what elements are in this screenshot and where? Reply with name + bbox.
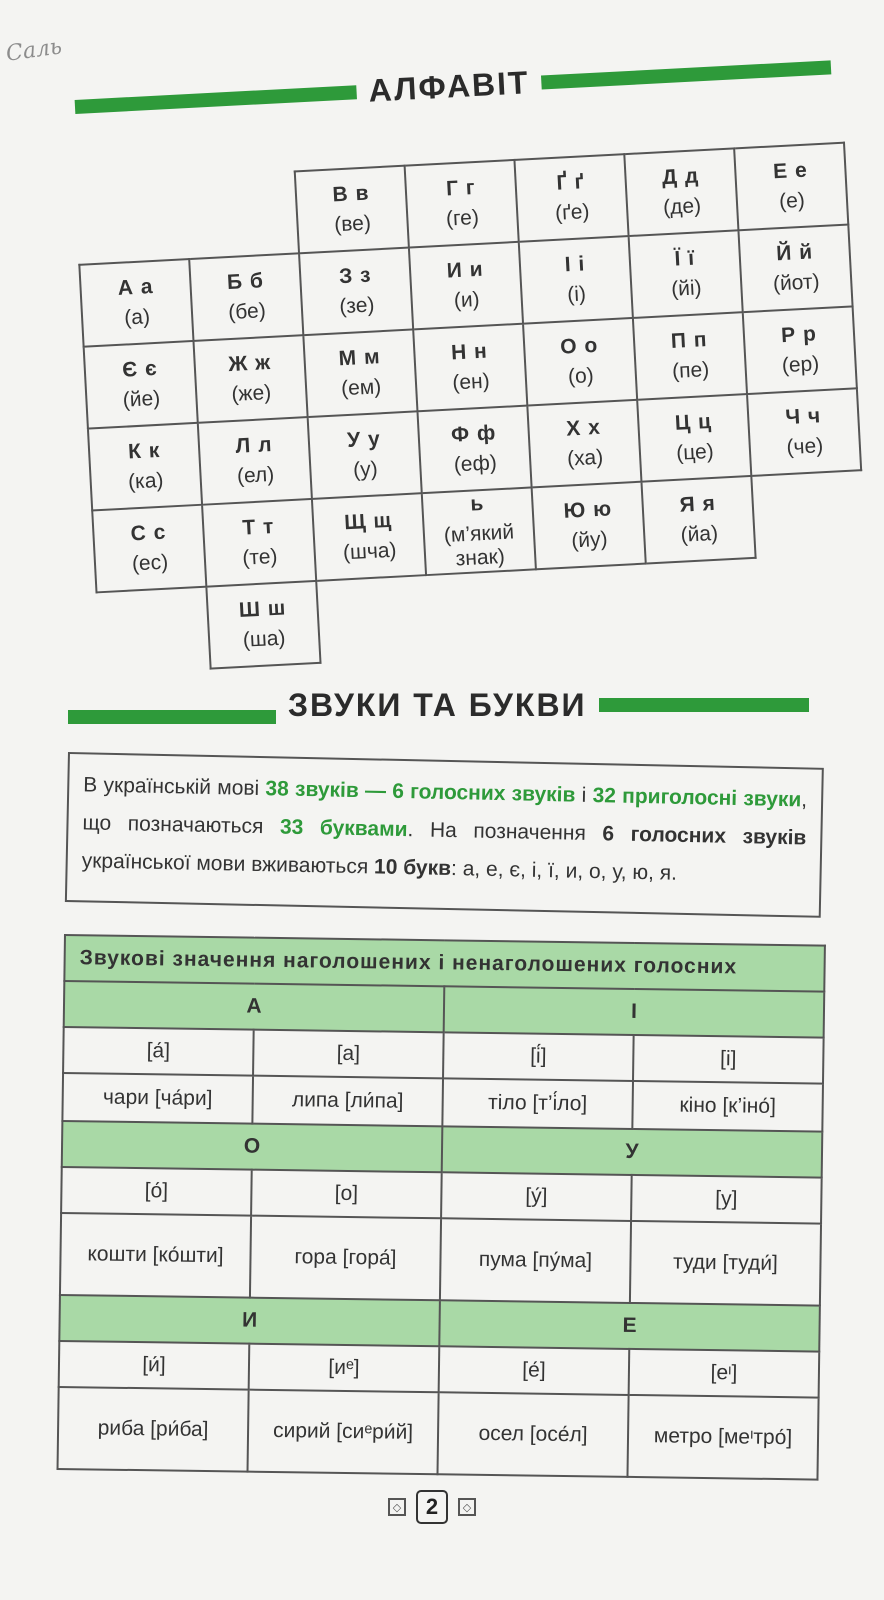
alphabet-cell [308,411,422,499]
vowel-sound: [у́] [441,1172,632,1221]
vowel-example: тіло [т’і́ло] [442,1078,633,1129]
heading-bar-left [75,85,357,114]
alphabet-cell [189,253,303,341]
letter-name: (йот) [772,270,821,296]
vowel-example: гора [гора́] [250,1216,441,1301]
alphabet-cell [198,417,312,505]
alphabet-cell [79,259,193,347]
alphabet-cell [756,552,870,640]
vowel-sound: [у] [631,1175,822,1224]
letter-pair: Щ щ [343,508,393,535]
vowels-table-wrap [57,934,826,1481]
vowel-sound: [иᵉ] [249,1344,440,1393]
heading-bar-left [68,710,276,724]
vowel-sound: [е́] [439,1346,630,1395]
info-highlight: 38 звуків — 6 голосних звуків [265,777,576,807]
alphabet-cell [413,324,527,412]
letter-name: (і) [566,282,587,307]
letter-pair: ь [469,491,485,516]
vowel-sound: [і́] [443,1032,634,1081]
vowel-sound: [о] [251,1170,442,1219]
vowel-letter: А [64,981,445,1032]
info-bold: 10 букв [373,855,452,881]
letter-name: (ґе) [554,200,591,225]
page-number-value: 2 [416,1490,448,1524]
letter-name: (еф) [453,451,498,477]
info-bold: 6 голосних звуків [602,822,807,850]
letter-name: (бе) [227,299,267,325]
letter-name: (зе) [338,293,375,319]
letter-name: (це) [675,439,715,465]
letter-pair: Ж ж [227,350,272,377]
alphabet-cell [206,581,320,669]
alphabet-cell [409,242,523,330]
letter-pair: Я я [679,491,717,517]
letter-name: (ве) [333,211,372,237]
vowel-examples-row [60,1213,821,1306]
alphabet-cell [527,400,641,488]
letter-name: (о) [567,364,595,389]
vowel-example: осел [осе́л] [437,1392,628,1477]
letter-name: (йа) [680,521,719,547]
diamond-icon: ◇ [388,1498,406,1516]
vowel-sound: [о́] [61,1167,252,1216]
vowel-example: кіно [к’іно́] [632,1081,823,1132]
alphabet-cell [637,394,751,482]
info-text: В українській мові [83,773,266,801]
alphabet-cell [422,487,536,575]
letter-pair: Т т [241,515,275,540]
vowel-examples-row [58,1387,819,1480]
letter-name: (шча) [342,538,398,565]
letter-name: (йе) [122,386,161,412]
letter-pair: Ц ц [674,409,713,435]
letter-name: (йі) [670,276,703,301]
letter-pair: Д д [661,164,700,190]
sounds-title: ЗВУКИ ТА БУКВИ [288,686,587,723]
letter-name: (и) [453,287,481,313]
alphabet-cell [624,148,738,236]
alphabet-cell [734,143,848,231]
letter-name: (де) [662,194,702,220]
letter-pair: Ч ч [784,404,822,430]
alphabet-cell [185,171,299,259]
letter-name: (те) [241,544,279,570]
vowel-letter: О [62,1121,443,1172]
vowel-example: липа [ли́па] [252,1076,443,1127]
alphabet-cell [405,160,519,248]
heading-bar-right [541,60,831,89]
letter-pair: Ґ ґ [555,170,586,195]
alphabet-title: АЛФАВІТ [367,64,531,109]
vowel-sound: [еᶦ] [629,1349,820,1398]
letter-name: (м’який знак) [443,520,515,571]
alphabet-cell [426,569,540,657]
info-text: , що позначаються [82,788,808,839]
alphabet-cell [747,388,861,476]
heading-bar-right [599,698,809,712]
letter-name: (ка) [127,468,164,494]
letter-pair: Г г [445,176,477,201]
alphabet-cell [536,564,650,652]
letter-pair: К к [127,438,161,464]
vowels-table [57,934,826,1481]
vowel-example: сирий [сиᵉри́й] [248,1390,439,1475]
letter-pair: Ш ш [238,596,287,622]
vowel-example: чари [ча́ри] [62,1073,253,1124]
letter-name: (у) [352,457,379,482]
letter-pair: У у [346,427,382,453]
letter-pair: О о [559,333,599,359]
alphabet-cell [743,306,857,394]
alphabet-cell [751,470,865,558]
letter-pair: З з [338,263,373,289]
info-text: і [575,783,593,807]
letter-pair: Є є [121,356,159,382]
letter-name: (ха) [566,445,604,471]
letter-name: (че) [785,434,824,460]
alphabet-cell [295,166,409,254]
info-text: : а, е, є, і, ї, и, о, у, ю, я. [450,857,678,885]
letter-name: (ен) [451,369,491,395]
letter-pair: П п [670,328,709,353]
alphabet-cell [299,248,413,336]
letter-name: (пе) [671,358,710,383]
letter-name: (йу) [570,527,609,553]
letter-pair: Н н [450,339,489,365]
alphabet-cell [532,482,646,570]
letter-pair: Ф ф [450,421,497,447]
letter-pair: М м [338,345,382,371]
alphabet-cell [92,505,206,593]
info-highlight: 32 приголосні звуки [592,783,802,812]
letter-pair: І і [564,252,586,277]
alphabet-cell [417,406,531,494]
alphabet-table [74,142,871,676]
info-text: української мови вживаються [81,849,375,879]
alphabet-cell [316,575,430,663]
letter-pair: Х х [565,415,602,441]
alphabet-cell [202,499,316,587]
alphabet-cell [519,236,633,324]
alphabet-cell [629,230,743,318]
info-text: . На позначення [407,818,603,846]
alphabet-cell [193,335,307,423]
vowel-example: кошти [ко́шти] [60,1213,251,1298]
vowel-sound: [и́] [59,1341,250,1390]
letter-pair: И и [446,257,485,283]
vowels-caption: Звукові значення наголошених і ненаголошених голосних [64,935,825,992]
letter-name: (ша) [242,626,287,652]
alphabet-cell [523,318,637,406]
letter-pair: Е е [772,158,809,184]
vowel-letter: І [444,986,825,1037]
letter-name: (же) [230,380,272,407]
vowel-letter: И [59,1295,440,1346]
letter-pair: Ї ї [673,246,696,271]
alphabet-cell [97,587,211,675]
letter-pair: С с [130,520,167,546]
diamond-icon: ◇ [458,1498,476,1516]
vowel-sound: [і] [633,1035,824,1084]
letter-pair: Й й [775,240,814,266]
letter-name: (ге) [445,205,480,231]
vowel-letter: Е [439,1300,820,1351]
letter-name: (а) [123,305,151,330]
alphabet-heading [74,48,832,125]
vowel-sound: [а́] [63,1027,254,1076]
letter-name: (ел) [236,462,275,488]
alphabet-cell [312,493,426,581]
letter-pair: А а [117,275,155,300]
handwritten-note: Саль [4,34,64,67]
letter-pair: Б б [226,269,265,295]
letter-name: (ер) [781,352,820,378]
letter-pair: Р р [780,322,818,348]
alphabet-cell [84,341,198,429]
sounds-heading [68,686,809,724]
letter-pair: Л л [234,432,274,458]
alphabet-cell [75,177,189,265]
alphabet-cell [88,423,202,511]
vowel-example: риба [ри́ба] [58,1387,249,1472]
alphabet-cell [641,476,755,564]
letter-name: (ес) [131,550,169,576]
alphabet-cell [738,225,852,313]
alphabet-cell [633,312,747,400]
letter-name: (ем) [340,375,382,401]
letter-name: (е) [778,188,806,214]
alphabet-cell [514,154,628,242]
letter-pair: Ю ю [563,497,613,523]
sounds-info-box [65,752,824,918]
vowel-sound: [а] [253,1030,444,1079]
vowel-example: метро [меᶦтро́] [627,1395,818,1480]
vowel-example: пума [пу́ма] [440,1218,631,1303]
vowel-example: туди [туди́] [630,1221,821,1306]
info-highlight: 33 буквами [279,815,408,842]
page-number [388,1490,476,1524]
alphabet-cell [303,329,417,417]
alphabet-cell [646,558,760,646]
vowel-letter: У [442,1126,823,1177]
letter-pair: В в [331,181,371,207]
